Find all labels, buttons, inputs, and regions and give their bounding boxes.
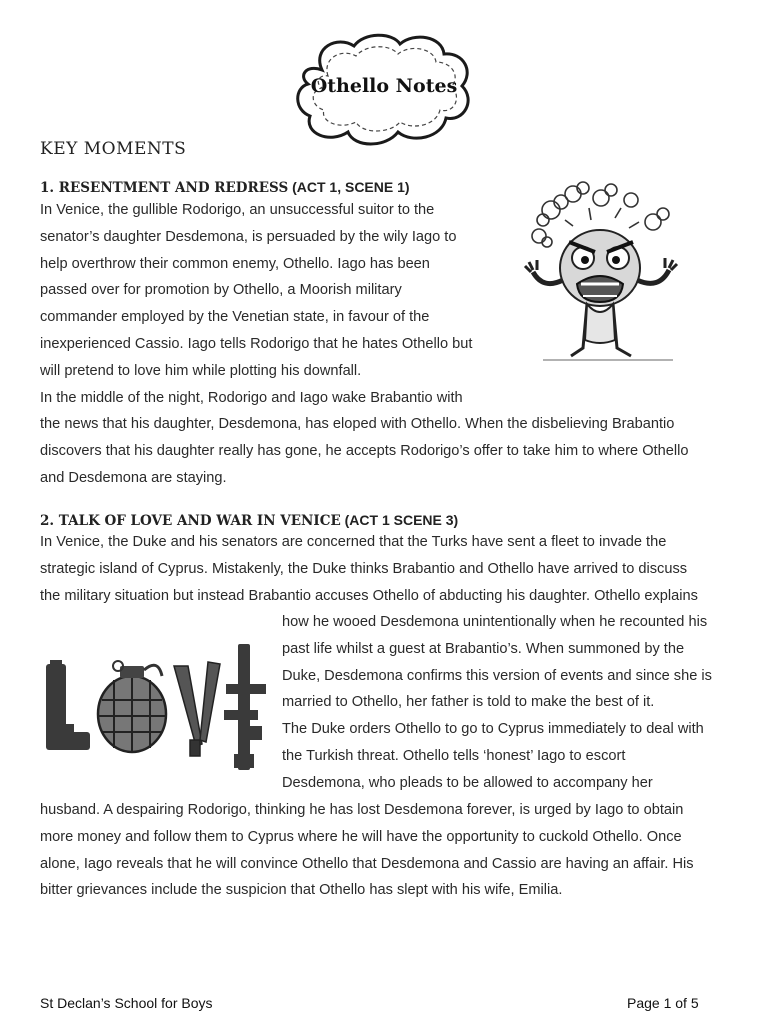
text-line: commander employed by the Venetian state, in favour of the [40,309,430,326]
section2-act: (ACT 1 SCENE 3) [340,512,459,528]
text-line: how he wooed Desdemona unintentionally when he recounted his [282,614,708,630]
text-line: inexperienced Cassio. Iago tells Rodorigo that he hates Othello but [40,335,473,352]
text-line: alone, Iago reveals that he will convince Othello that Desdemona and Cassio are having an affair. His [40,855,694,872]
text-line: will pretend to love him while plotting his downfall. [40,362,362,379]
section1-act: (ACT 1, SCENE 1) [288,179,410,195]
footer-school-name: St Declan’s School for Boys [40,995,213,1011]
text-line: bitter grievances include the suspicion that Othello has slept with his wife, Emilia. [40,882,563,899]
section2-heading [40,512,458,529]
text-line: help overthrow their common enemy, Othello. Iago has been [40,255,430,272]
text-line: discovers that his daughter really has gone, he accepts Rodorigo’s offer to take him to where Othello [40,442,689,459]
section2-paragraph-a [40,529,698,609]
key-moments-heading: KEY MOMENTS [40,139,187,159]
text-line: past life whilst a guest at Brabantio’s. When summoned by the [282,640,685,657]
text-line: In the middle of the night, Rodorigo and Iago wake Brabantio with [40,389,463,406]
text-line: The Duke orders Othello to go to Cyprus immediately to deal with [282,721,704,738]
text-line: the news that his daughter, Desdemona, has eloped with Othello. When the disbelieving Brabantio [40,416,675,432]
text-line: more money and follow them to Cyprus where he will have the opportunity to cuckold Othello. Once [40,828,682,845]
section2-title: 2. TALK OF LOVE AND WAR IN VENICE [40,513,341,529]
text-line: senator’s daughter Desdemona, is persuaded by the wily Iago to [40,228,457,245]
footer-page-number: Page 1 of 5 [627,995,699,1011]
text-line: In Venice, the Duke and his senators are concerned that the Turks have sent a fleet to invade the [40,534,667,550]
section1-heading [40,179,410,196]
section1-title: 1. RESENTMENT AND REDRESS [40,180,289,196]
title-cloud [292,30,476,154]
section1-paragraph-a [40,197,472,411]
text-line: strategic island of Cyprus. Mistakenly, the Duke thinks Brabantio and Othello have arrived to discuss [40,560,688,577]
text-line: husband. A despairing Rodorigo, thinking he has lost Desdemona forever, is urged by Iago to obtain [40,802,684,818]
text-line: and Desdemona are staying. [40,469,227,486]
text-line: the Turkish threat. Othello tells ‘honest’ Iago to escort [282,747,626,764]
love-weapons-icon [40,636,270,776]
text-line: passed over for promotion by Othello, a Moorish military [40,282,402,299]
section1-paragraph-b [40,411,688,491]
text-line: Duke, Desdemona confirms this version of events and since she is [282,667,712,684]
section2-paragraph-c [40,797,694,904]
text-line: married to Othello, her father is told to make the best of it. [282,694,655,711]
text-line: In Venice, the gullible Rodorigo, an unsuccessful suitor to the [40,202,435,218]
angry-character-icon [503,180,698,370]
section2-paragraph-b [282,609,712,797]
text-line: the military situation but instead Brabantio accuses Othello of abducting his daughter. Othello explains [40,587,698,604]
text-line: Desdemona, who pleads to be allowed to accompany her [282,774,653,791]
page-title: Othello Notes [310,75,458,97]
